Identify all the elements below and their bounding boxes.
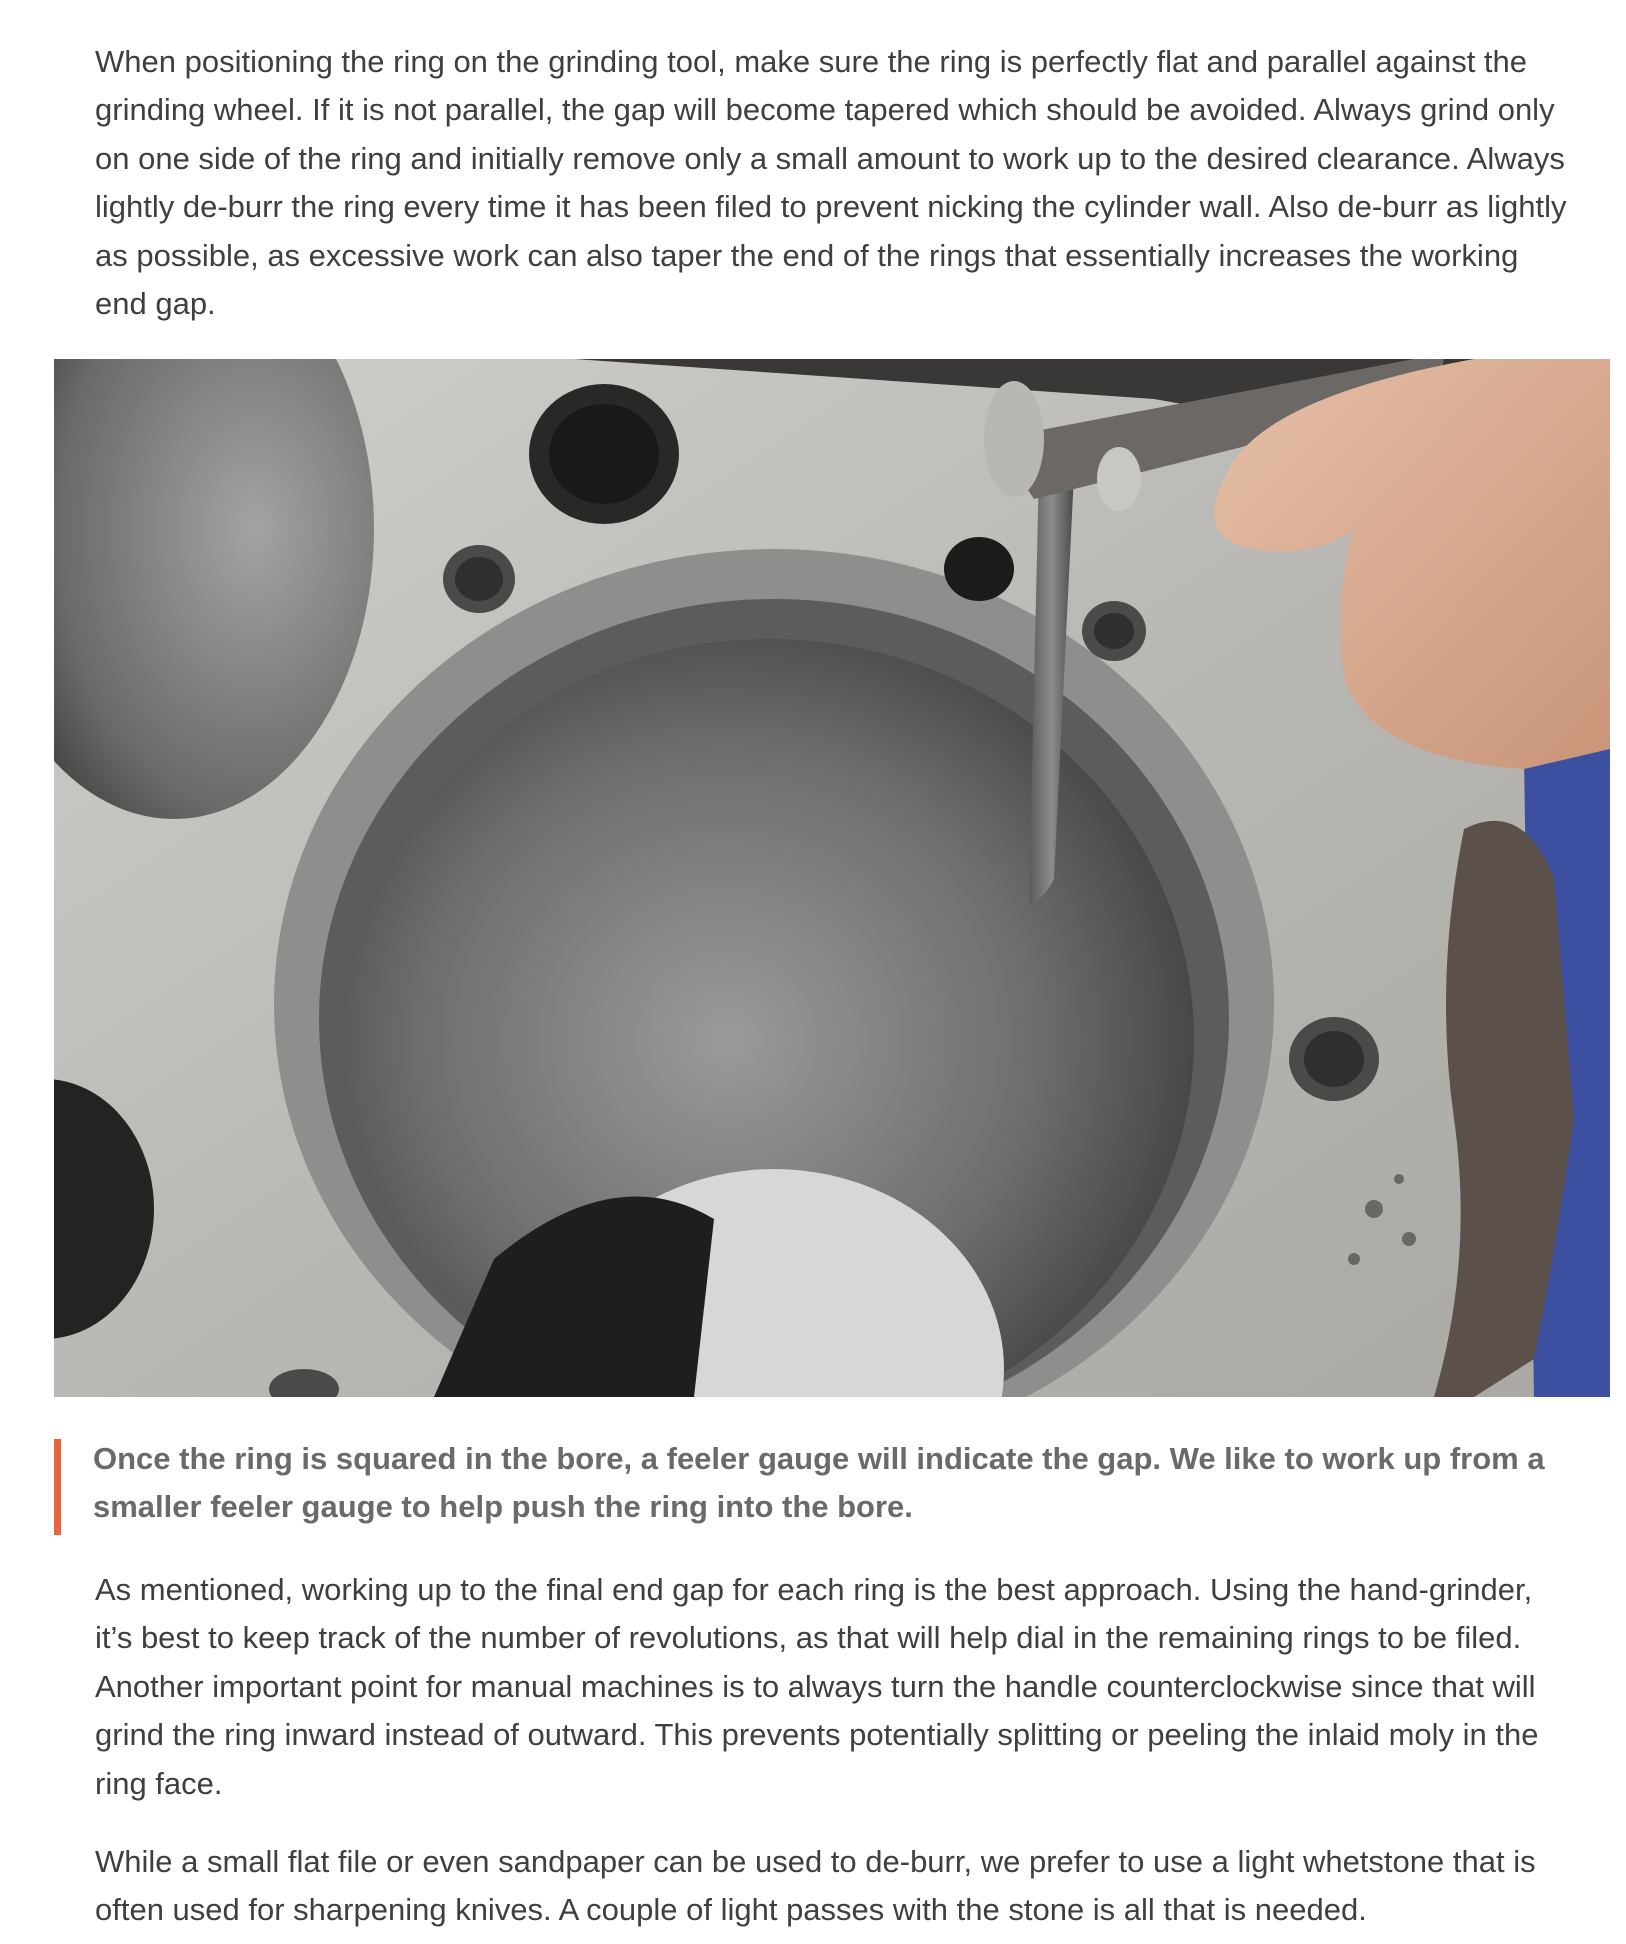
engine-block-feeler-gauge-photo [54, 359, 1610, 1397]
photo-caption [54, 1435, 1614, 1532]
caption-text: Once the ring is squared in the bore, a feeler gauge will indicate the gap. We like to work up from a smaller feeler gauge to help push the ring into the bore. [93, 1441, 1545, 1525]
caption-accent-bar [54, 1439, 61, 1535]
paragraph-deburr: While a small flat file or even sandpaper can be used to de-burr, we prefer to use a light whetstone that is often used for sharpening knives. A couple of light passes with the stone is all that is needed. [95, 1844, 1536, 1928]
paragraph-end-gap: As mentioned, working up to the final end gap for each ring is the best approach. Using the hand-grinder, it’s best to keep track of the number of revolutions, as that will help dial in the remaining rings to be filed. Another important point for manual machines is to always turn the handle counterclockwise since that will grind the ring inward instead of outward. This prevents potentially splitting or peeling the inlaid moly in the ring face. [95, 1572, 1539, 1801]
paragraph-intro: When positioning the ring on the grinding tool, make sure the ring is perfectly flat and parallel against the grinding wheel. If it is not parallel, the gap will become tapered which should be avoided. Always grind only on one side of the ring and initially remove only a small amount to work up to the desired clearance. Always lightly de-burr the ring every time it has been filed to prevent nicking the cylinder wall. Also de-burr as lightly as possible, as excessive work can also taper the end of the rings that essentially increases the working end gap. [95, 44, 1567, 322]
